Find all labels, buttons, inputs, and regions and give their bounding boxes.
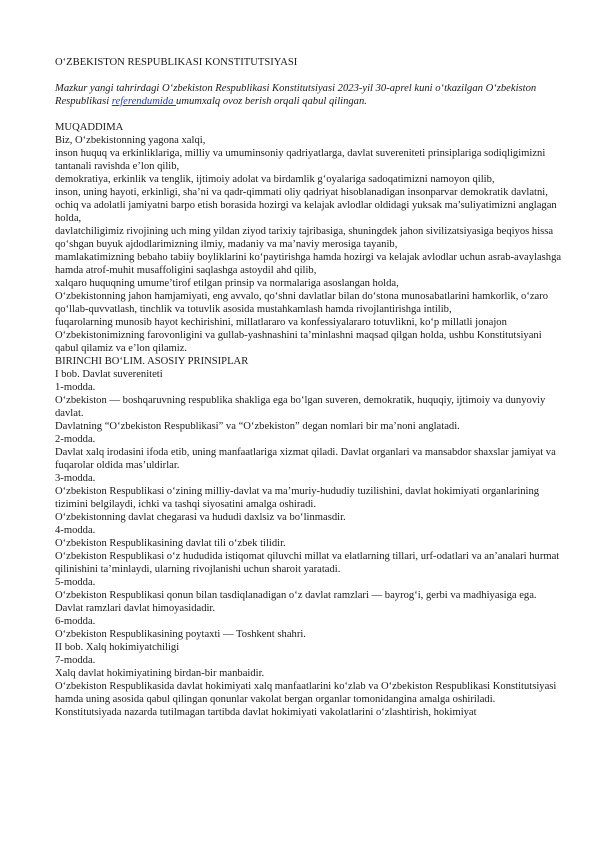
text-line: O‘zbekiston Respublikasining poytaxti — Toshkent shahri. <box>55 629 306 640</box>
text-line: O‘zbekiston Respublikasi o‘zining milliy-davlat va ma’muriy-hududiy tuzilishini, davlat hokimiyati organlarining tizimini belgilaydi, ichki va tashqi siyosatini amalga oshiradi. <box>55 486 540 510</box>
text-line: Davlat xalq irodasini ifoda etib, uning manfaatlariga xizmat qiladi. Davlat organlari va mansabdor shaxslar jamiyat va fuqarolar oldida mas’uldirlar. <box>55 447 556 471</box>
text-line: 4-modda. <box>55 525 96 536</box>
document-body <box>55 121 566 719</box>
text-line: O‘zbekiston Respublikasi qonun bilan tasdiqlanadigan o‘z davlat ramzlari — bayrog‘i, gerbi va madhiyasiga ega. <box>55 590 537 601</box>
text-line: Davlatning “O‘zbekiston Respublikasi” va “O‘zbekiston” degan nomlari bir ma’noni anglatadi. <box>55 421 460 432</box>
text-line: fuqarolarning munosib hayot kechirishini, millatlararo va konfessiyalararo totuvlikni, ko‘p millatli jonajon O‘zbekistonimizning farovonligini va gullab-yashnashini ta’minlashni maqsad qilgan holda, ushbu Konstitutsiyani qabul qilamiz va e’lon qilamiz. <box>55 317 542 354</box>
intro-note <box>55 82 566 108</box>
text-line: 6-modda. <box>55 616 96 627</box>
text-line: xalqaro huquqning umume’tirof etilgan prinsip va normalariga asoslangan holda, <box>55 278 399 289</box>
text-line: 5-modda. <box>55 577 96 588</box>
text-line: 7-modda. <box>55 655 96 666</box>
intro-text-before: Mazkur yangi tahrirdagi O‘zbekiston Respublikasi Konstitutsiyasi 2023-yil 30-aprel kuni o‘tkazilgan O‘zbekiston Respublikasi <box>55 83 537 107</box>
intro-text-after: umumxalq ovoz berish orqali qabul qilingan. <box>176 96 367 107</box>
text-line: Xalq davlat hokimiyatining birdan-bir manbaidir. <box>55 668 265 679</box>
text-line: MUQADDIMA <box>55 122 124 133</box>
text-line: O‘zbekiston — boshqaruvning respublika shakliga ega bo‘lgan suveren, demokratik, huquqiy, ijtimoiy va dunyoviy davlat. <box>55 395 546 419</box>
text-line: O‘zbekiston Respublikasi o‘z hududida istiqomat qiluvchi millat va elatlarning tillari, urf-odatlari va an’analari hurmat qilinishini ta’minlaydi, ularning rivojlanishi uchun sharoit yaratadi. <box>55 551 560 575</box>
text-line: inson, uning hayoti, erkinligi, sha’ni va qadr-qimmati oliy qadriyat hisoblanadigan insonparvar demokratik davlatni, ochiq va adolatli jamiyatni barpo etish borasida hozirgi va kelajak avlodlar oldidagi yuksak ma’suliyatimizni anglagan holda, <box>55 187 557 224</box>
text-line: Konstitutsiyada nazarda tutilmagan tartibda davlat hokimiyati vakolatlarini o‘zlashtirish, hokimiyat <box>55 707 477 718</box>
referendum-link[interactable]: referendumida <box>111 96 177 107</box>
text-line: 3-modda. <box>55 473 96 484</box>
document-title: O‘ZBEKISTON RESPUBLIKASI KONSTITUTSIYASI <box>55 57 298 68</box>
text-line: inson huquq va erkinliklariga, milliy va umuminsoniy qadriyatlarga, davlat suvereniteti prinsiplariga sodiqligimizni tantanali ravishda e’lon qilib, <box>55 148 546 172</box>
text-line: davlatchiligimiz rivojining uch ming yildan ziyod tarixiy tajribasiga, shuningdek jahon sivilizatsiyasiga beqiyos hissa qo‘shgan buyuk ajdodlarimizning ilmiy, madaniy va ma’naviy merosiga tayanib, <box>55 226 554 250</box>
text-line: O‘zbekistonning jahon hamjamiyati, eng avvalo, qo‘shni davlatlar bilan do‘stona munosabatlarini hamkorlik, o‘zaro qo‘llab-quvvatlash, tinchlik va totuvlik asosida mustahkamlash hamda rivojlantirishga intilib, <box>55 291 549 315</box>
text-line: mamlakatimizning bebaho tabiiy boyliklarini ko‘paytirishga hamda hozirgi va kelajak avlodlar uchun asrab-avaylashga hamda atrof-muhit musaffoligini saqlashga astoydil ahd qilib, <box>55 252 562 276</box>
text-line: Davlat ramzlari davlat himoyasidadir. <box>55 603 216 614</box>
text-line: O‘zbekiston Respublikasining davlat tili o‘zbek tilidir. <box>55 538 286 549</box>
text-line: 1-modda. <box>55 382 96 393</box>
text-line: O‘zbekiston Respublikasida davlat hokimiyati xalq manfaatlarini ko‘zlab va O‘zbekiston Respublikasi Konstitutsiyasi hamda uning asosida qabul qilingan qonunlar vakolat bergan organlar tomonidangina amalga oshiriladi. <box>55 681 557 705</box>
text-line: Biz, O‘zbekistonning yagona xalqi, <box>55 135 206 146</box>
text-line: II bob. Xalq hokimiyatchiligi <box>55 642 180 653</box>
text-line: 2-modda. <box>55 434 96 445</box>
text-line: O‘zbekistonning davlat chegarasi va hududi daxlsiz va bo‘linmasdir. <box>55 512 346 523</box>
text-line: I bob. Davlat suvereniteti <box>55 369 163 380</box>
text-line: BIRINCHI BO‘LIM. ASOSIY PRINSIPLAR <box>55 356 249 367</box>
text-line: demokratiya, erkinlik va tenglik, ijtimoiy adolat va birdamlik g‘oyalariga sadoqatimizni namoyon qilib, <box>55 174 495 185</box>
